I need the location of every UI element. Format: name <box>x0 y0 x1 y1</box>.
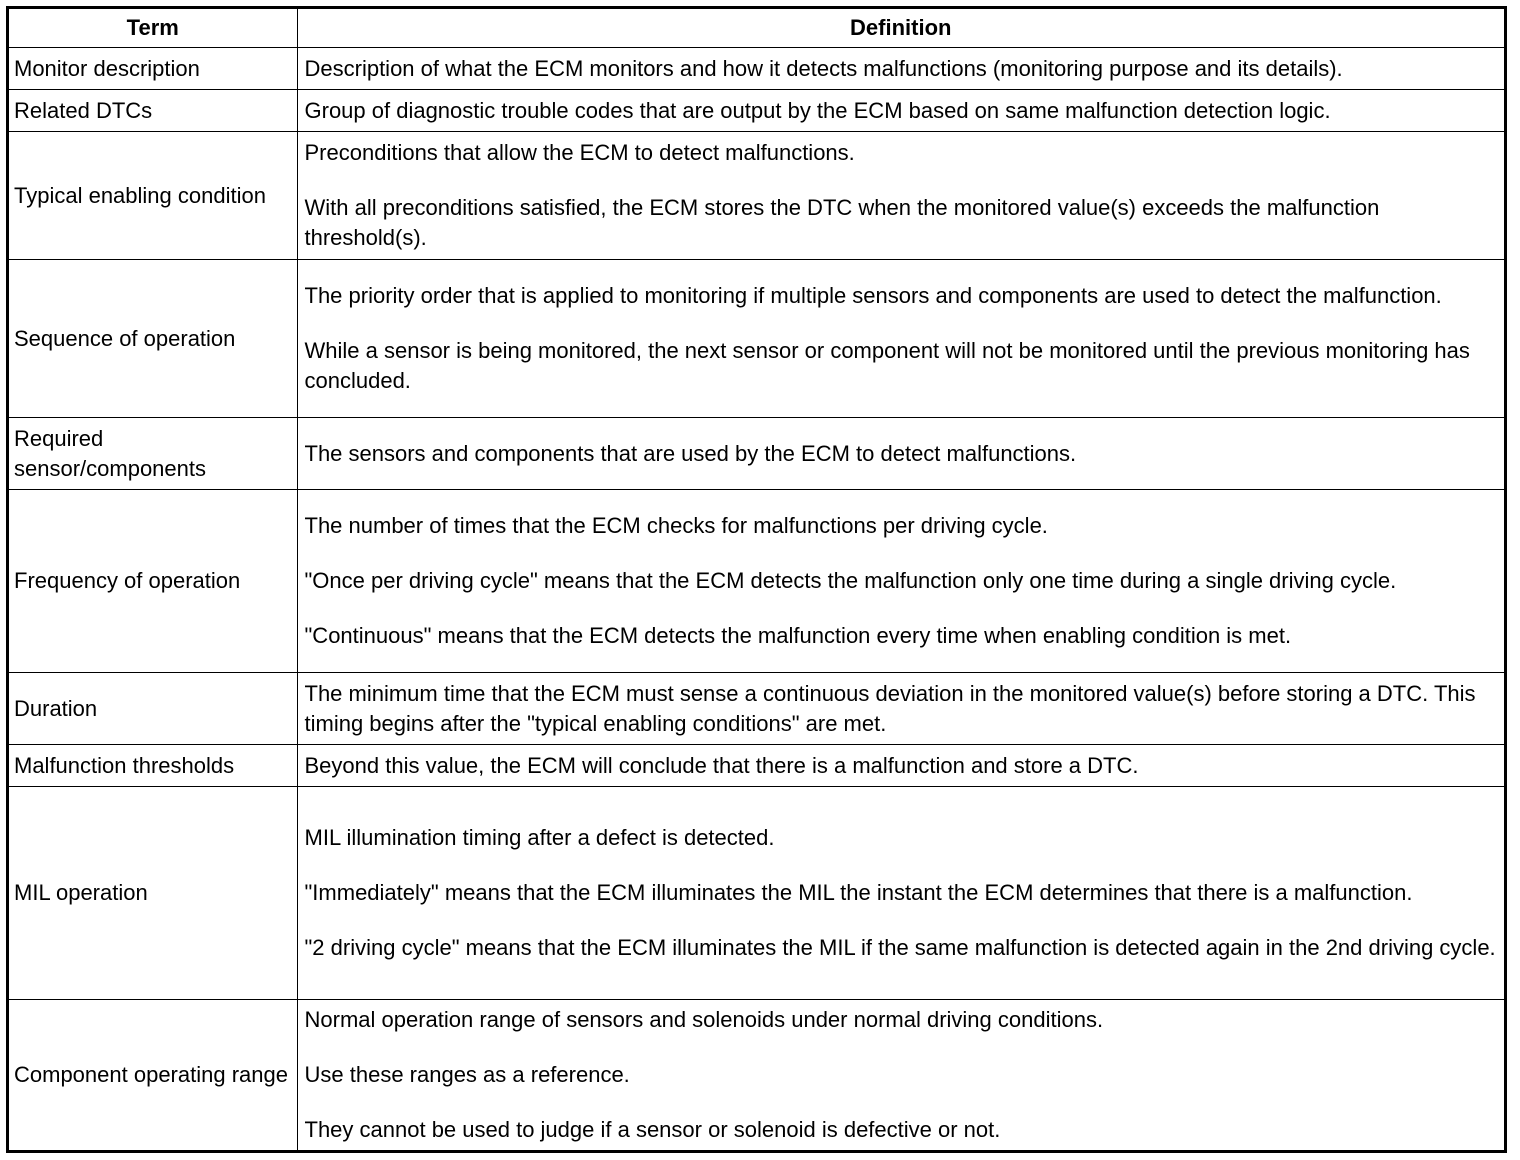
term-cell: Typical enabling condition <box>9 132 297 260</box>
table-row <box>9 1000 1504 1151</box>
table-row <box>9 132 1504 260</box>
definition-paragraph: MIL illumination timing after a defect is detected. <box>304 825 775 850</box>
table-row <box>9 260 1504 418</box>
term-cell: Monitor description <box>9 48 297 90</box>
table-row <box>9 418 1504 490</box>
term-cell: MIL operation <box>9 787 297 1000</box>
definition-paragraph: "2 driving cycle" means that the ECM illuminates the MIL if the same malfunction is detected again in the 2nd driving cycle. <box>304 935 1496 960</box>
table-row <box>9 90 1504 132</box>
definition-paragraph: With all preconditions satisfied, the ECM stores the DTC when the monitored value(s) exceeds the malfunction threshold(s). <box>304 195 1380 250</box>
definition-cell <box>297 745 1504 787</box>
definition-cell <box>297 48 1504 90</box>
table-header-row <box>9 9 1504 48</box>
term-cell: Required sensor/components <box>9 418 297 490</box>
table-row <box>9 490 1504 673</box>
definition-paragraph: Group of diagnostic trouble codes that are output by the ECM based on same malfunction detection logic. <box>304 97 1331 123</box>
definition-cell <box>297 787 1504 1000</box>
table-row <box>9 745 1504 787</box>
definition-cell <box>297 418 1504 490</box>
definition-paragraph: "Continuous" means that the ECM detects the malfunction every time when enabling condition is met. <box>304 623 1292 648</box>
definition-cell <box>297 490 1504 673</box>
definition-cell <box>297 1000 1504 1151</box>
term-cell: Sequence of operation <box>9 260 297 418</box>
term-cell: Malfunction thresholds <box>9 745 297 787</box>
term-cell: Component operating range <box>9 1000 297 1151</box>
table-row <box>9 48 1504 90</box>
definition-paragraph: Description of what the ECM monitors and how it detects malfunctions (monitoring purpose and its details). <box>304 55 1343 81</box>
term-cell: Frequency of operation <box>9 490 297 673</box>
definition-cell <box>297 90 1504 132</box>
definition-paragraph: While a sensor is being monitored, the next sensor or component will not be monitored until the previous monitoring has concluded. <box>304 338 1470 393</box>
definition-paragraph: They cannot be used to judge if a sensor or solenoid is defective or not. <box>304 1117 1001 1142</box>
definition-paragraph: The number of times that the ECM checks for malfunctions per driving cycle. <box>304 513 1048 538</box>
definition-paragraph: "Once per driving cycle" means that the ECM detects the malfunction only one time during a single driving cycle. <box>304 568 1397 593</box>
definition-paragraph: Normal operation range of sensors and solenoids under normal driving conditions. <box>304 1007 1104 1032</box>
header-term: Term <box>9 9 297 48</box>
definition-paragraph: "Immediately" means that the ECM illuminates the MIL the instant the ECM determines that there is a malfunction. <box>304 880 1413 905</box>
table-body <box>9 48 1504 1151</box>
definition-cell <box>297 132 1504 260</box>
definition-paragraph: Beyond this value, the ECM will conclude that there is a malfunction and store a DTC. <box>304 752 1139 778</box>
definitions-table-frame <box>6 6 1507 1153</box>
table-row <box>9 673 1504 745</box>
definition-cell <box>297 673 1504 745</box>
definitions-table <box>9 9 1504 1150</box>
definition-paragraph: Preconditions that allow the ECM to detect malfunctions. <box>304 140 855 165</box>
term-cell: Related DTCs <box>9 90 297 132</box>
definition-paragraph: The priority order that is applied to monitoring if multiple sensors and components are used to detect the malfunction. <box>304 283 1442 308</box>
definition-cell <box>297 260 1504 418</box>
table-row <box>9 787 1504 1000</box>
definition-paragraph: The minimum time that the ECM must sense a continuous deviation in the monitored value(s) before storing a DTC. This timing begins after the "typical enabling conditions" are met. <box>304 680 1476 736</box>
term-cell: Duration <box>9 673 297 745</box>
definition-paragraph: Use these ranges as a reference. <box>304 1062 630 1087</box>
definition-paragraph: The sensors and components that are used by the ECM to detect malfunctions. <box>304 440 1077 466</box>
header-definition: Definition <box>297 9 1504 48</box>
